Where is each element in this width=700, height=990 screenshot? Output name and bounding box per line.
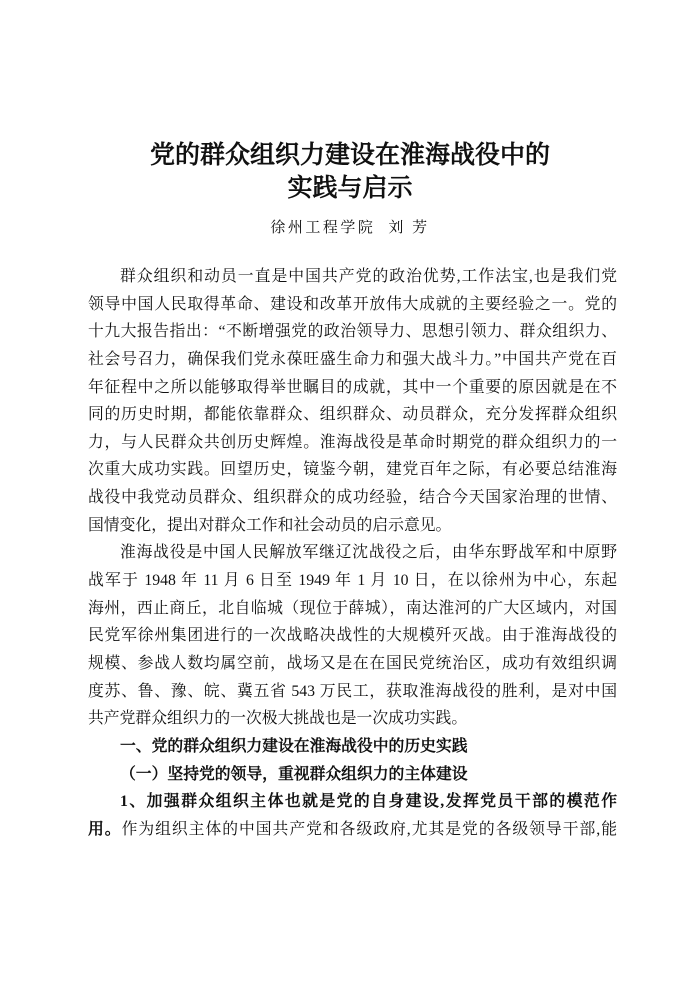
paragraph-lead-in-end: 用。 <box>88 820 122 838</box>
paragraph-line: 共产党群众组织力的一次极大挑战也是一次成功实践。 <box>88 710 468 728</box>
paragraph-text: 作为组织主体的中国共产党和各级政府,尤其是党的各级领导干部,能 <box>121 820 617 838</box>
paragraph-2 <box>88 539 617 732</box>
paragraph-line: 同的历史时期，都能依靠群众、组织群众、动员群众，充分发挥群众组织 <box>88 406 617 424</box>
paragraph-line: 群众组织和动员一直是中国共产党的政治优势,工作法宝,也是我们党 <box>120 268 617 285</box>
paragraph-3 <box>88 788 617 843</box>
author-name: 刘 芳 <box>388 220 430 236</box>
paragraph-line: 社会号召力，确保我们党永葆旺盛生命力和强大战斗力。”中国共产党在百 <box>88 350 617 368</box>
section-heading: 一、党的群众组织力建设在淮海战役中的历史实践 <box>120 737 468 755</box>
subsection-heading: （一）坚持党的领导，重视群众组织力的主体建设 <box>120 765 468 783</box>
paragraph-line: 领导中国人民取得革命、建设和改革开放伟大成就的主要经验之一。党的 <box>88 295 617 313</box>
page-title-line-1: 党的群众组织力建设在淮海战役中的 <box>149 142 550 169</box>
page-title <box>0 139 700 205</box>
byline <box>0 218 700 238</box>
paragraph-line: 战役中我党动员群众、组织群众的成功经验，结合今天国家治理的世情、 <box>88 489 617 507</box>
paragraph-line: 民党军徐州集团进行的一次战略决战性的大规模歼灭战。由于淮海战役的 <box>88 627 617 645</box>
paragraph-1 <box>88 263 617 539</box>
paragraph-line: 度苏、鲁、豫、皖、冀五省 543 万民工，获取淮海战役的胜利，是对中国 <box>88 682 617 700</box>
paragraph-line: 海州，西止商丘，北自临城（现位于薛城），南达淮河的广大区域内，对国 <box>88 599 617 617</box>
author-affiliation: 徐州工程学院 <box>270 220 376 236</box>
paragraph-line: 力，与人民群众共创历史辉煌。淮海战役是革命时期党的群众组织力的一 <box>88 433 617 451</box>
page-title-line-2: 实践与启示 <box>287 175 413 202</box>
paragraph-line: 战军于 1948 年 11 月 6 日至 1949 年 1 月 10 日，在以徐州为中心，东起 <box>88 572 617 590</box>
paragraph-line: 规模、参战人数均属空前，战场又是在在国民党统治区，成功有效组织调 <box>88 654 617 672</box>
paragraph-line: 国情变化，提出对群众工作和社会动员的启示意见。 <box>88 516 452 534</box>
paragraph-line: 年征程中之所以能够取得举世瞩目的成就，其中一个重要的原因就是在不 <box>88 378 617 396</box>
paragraph-line: 次重大成功实践。回望历史，镜鉴今朝，建党百年之际，有必要总结淮海 <box>88 461 617 479</box>
paragraph-lead-in: 1、加强群众组织主体也就是党的自身建设,发挥党员干部的模范作 <box>120 793 617 811</box>
article-body <box>88 263 617 843</box>
paragraph-line <box>88 816 617 844</box>
paragraph-line: 十九大报告指出：“不断增强党的政治领导力、思想引领力、群众组织力、 <box>88 323 617 341</box>
paragraph-line: 淮海战役是中国人民解放军继辽沈战役之后，由华东野战军和中原野 <box>120 544 617 562</box>
